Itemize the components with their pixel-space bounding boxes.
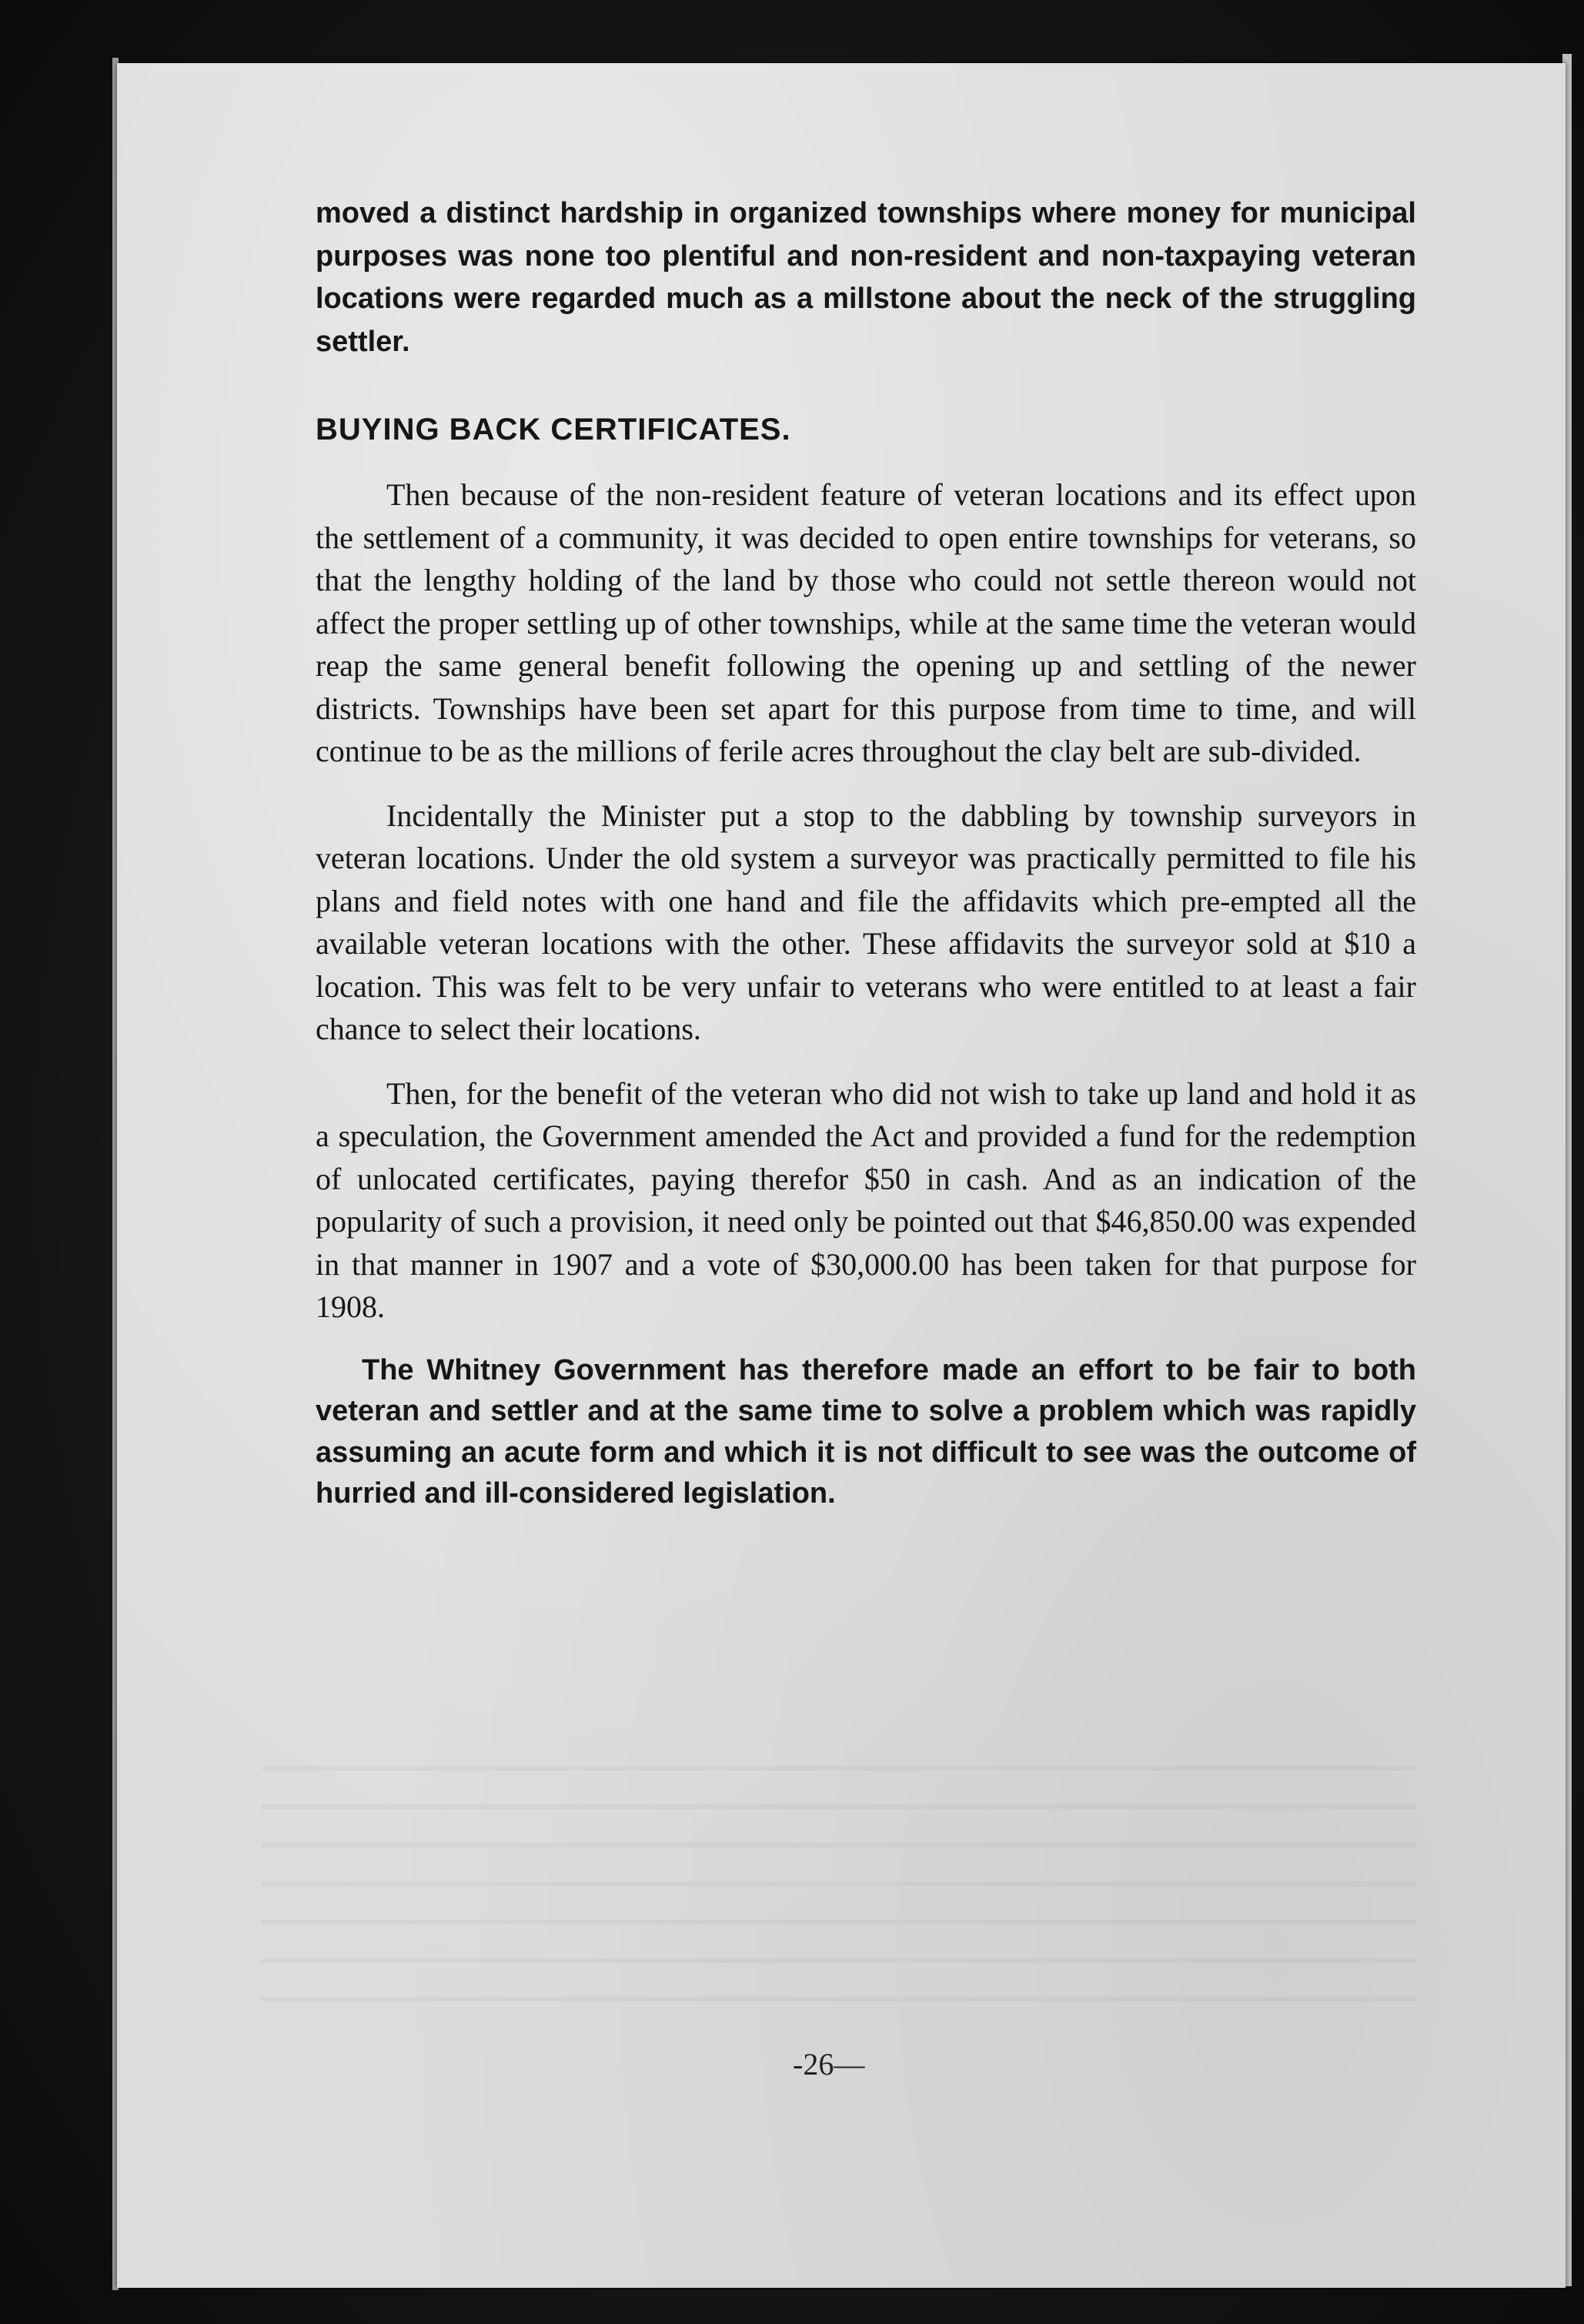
page-number: -26—	[793, 2047, 865, 2082]
paragraph-redemption: Then, for the benefit of the veteran who did not wish to take up land and hold it as a speculation, the Government amended the Act and provided a fund for the redemption of unlocated certificates, paying therefor $50 in cash. And as an indication of the popularity of such a provision, it need only be pointed out that $46,850.00 was expended in that manner in 1907 and a vote of $30,000.00 has been taken for that purpose for 1908.	[316, 1075, 1416, 1324]
paragraph-surveyors: Incidentally the Minister put a stop to the dabbling by township surveyors in veteran locations. Under the old system a surveyor was practically permitted to file his plans and field notes with one hand and file the affidavits which pre-empted all the available veteran locations with the other. These affidavits the surveyor sold at $10 a location. This was felt to be very unfair to veterans who were entitled to at least a fair chance to select their locations.	[316, 798, 1416, 1046]
paragraph-townships: Then because of the non-resident feature of veteran locations and its effect upon the settlement of a community, it was decided to open entire townships for veterans, so that the lengthy holding of the land by those who could not settle thereon would not affect the proper settling up of other townships, while at the same time the veteran would reap the same general benefit following the opening up and settling of the newer districts. Townships have been set apart for this purpose from time to time, and will continue to be as the millions of ferile acres throughout the clay belt are sub-divided.	[316, 477, 1416, 768]
show-through-text	[262, 1732, 1416, 2025]
page-text	[316, 192, 1416, 1515]
paragraph-conclusion: The Whitney Government has therefore made an effort to be fair to both veteran and settler and at the same time to solve a problem which was rapidly assuming an acute form and which it is not difficult to see was the outcome of hurried and ill-considered legislation.	[316, 1353, 1416, 1510]
section-heading: BUYING BACK CERTIFICATES.	[316, 413, 791, 446]
paragraph-continued: moved a distinct hardship in organized townships where money for municipal purposes was none too plentiful and non-resident and non-taxpaying veteran locations were regarded much as a millstone about the neck of the struggling settler.	[316, 197, 1416, 358]
